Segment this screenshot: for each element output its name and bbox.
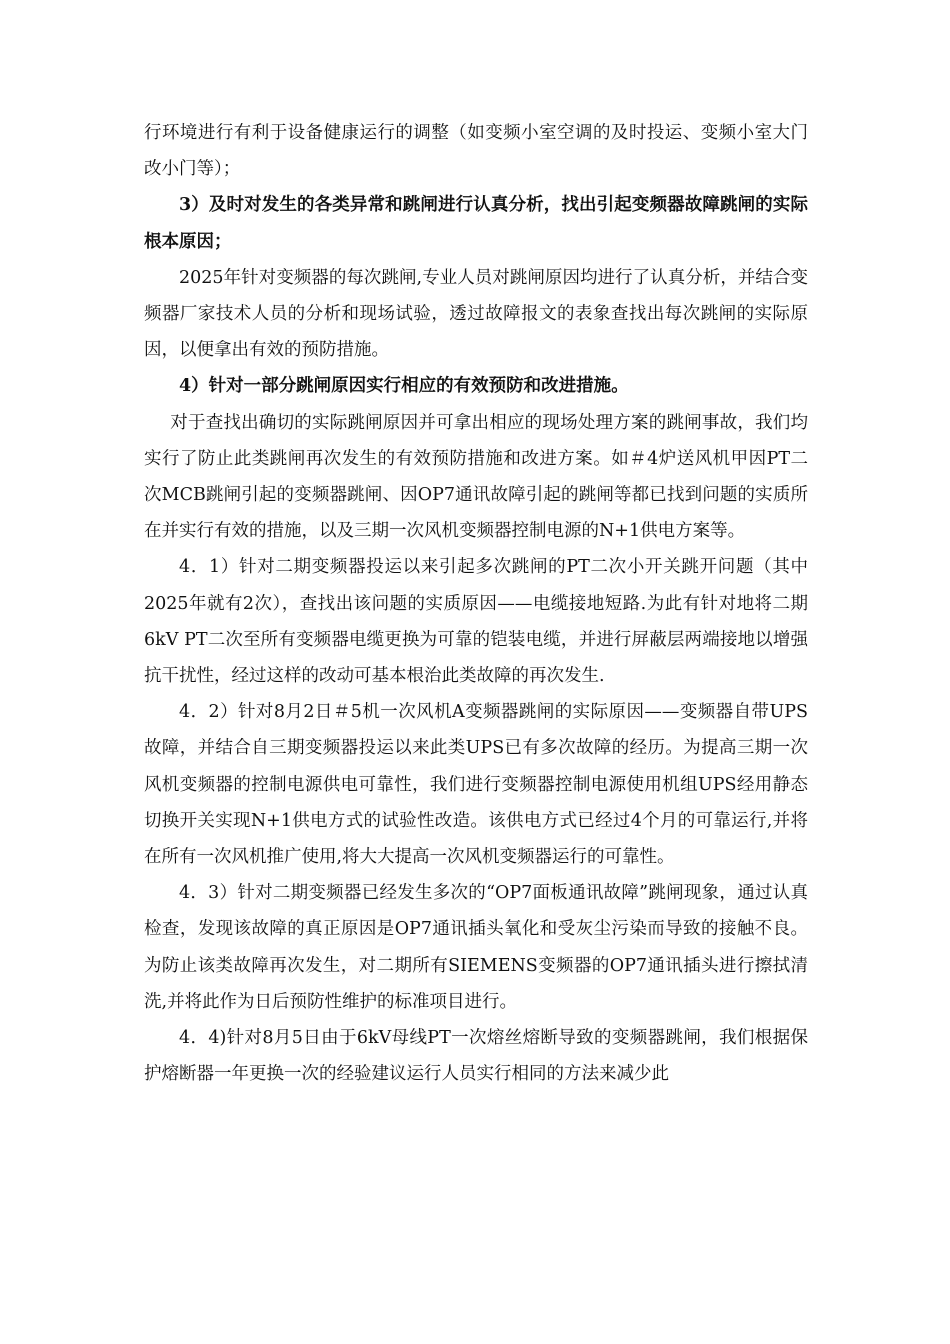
paragraph-item-4-1: 4．1）针对二期变频器投运以来引起多次跳闸的PT二次小开关跳开问题（其中2025年就有2次），查找出该问题的实质原因——电缆接地短路.为此有针对地将二期6kV PT二次至所有变频器电缆更换为可靠的铠装电缆，并进行屏蔽层两端接地以增强抗干扰性，经过这样的改动可基本根治此类故障的再次发生.	[144, 557, 808, 687]
paragraph-analysis: 2025年针对变频器的每次跳闸,专业人员对跳闸原因均进行了认真分析，并结合变频器厂家技术人员的分析和现场试验，透过故障报文的表象查找出每次跳闸的实际原因，以便拿出有效的预防措施。	[144, 267, 808, 361]
section-heading-3: 3）及时对发生的各类异常和跳闸进行认真分析，找出引起变频器故障跳闸的实际根本原因；	[144, 195, 808, 252]
paragraph-measures: 对于查找出确切的实际跳闸原因并可拿出相应的现场处理方案的跳闸事故，我们均实行了防止此类跳闸再次发生的有效预防措施和改进方案。如＃4炉送风机甲因PT二次MCB跳闸引起的变频器跳闸、因OP7通讯故障引起的跳闸等都已找到问题的实质所在并实行有效的措施，以及三期一次风机变频器控制电源的N+1供电方案等。	[144, 412, 808, 542]
paragraph-item-4-3: 4．3）针对二期变频器已经发生多次的“OP7面板通讯故障”跳闸现象，通过认真检查，发现该故障的真正原因是OP7通讯插头氧化和受灰尘污染而导致的接触不良。为防止该类故障再次发生，对二期所有SIEMENS变频器的OP7通讯插头进行擦拭清洗,并将此作为日后预防性维护的标准项目进行。	[144, 883, 808, 1012]
paragraph-item-4-2: 4．2）针对8月2日＃5机一次风机A变频器跳闸的实际原因——变频器自带UPS故障，并结合自三期变频器投运以来此类UPS已有多次故障的经历。为提高三期一次风机变频器的控制电源供电可靠性，我们进行变频器控制电源使用机组UPS经用静态切换开关实现N+1供电方式的试验性改造。该供电方式已经过4个月的可靠运行,并将在所有一次风机推广使用,将大大提高一次风机变频器运行的可靠性。	[144, 702, 808, 868]
section-heading-4: 4）针对一部分跳闸原因实行相应的有效预防和改进措施。	[179, 376, 629, 397]
paragraph-item-4-4: 4．4)针对8月5日由于6kV母线PT一次熔丝熔断导致的变频器跳闸，我们根据保护熔断器一年更换一次的经验建议运行人员实行相同的方法来减少此	[144, 1028, 808, 1085]
paragraph-continuation: 行环境进行有利于设备健康运行的调整（如变频小室空调的及时投运、变频小室大门改小门等）；	[144, 123, 808, 180]
